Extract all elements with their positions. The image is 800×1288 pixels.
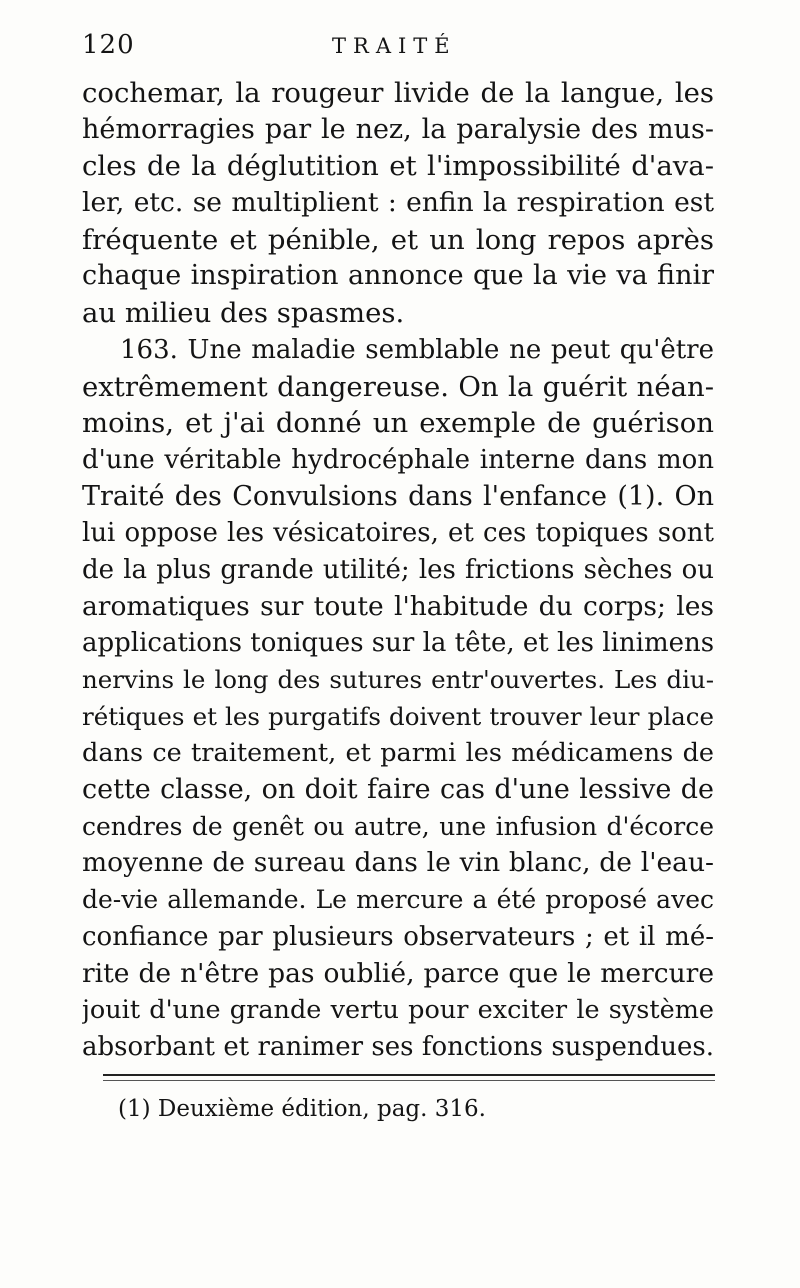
text-line: cette classe, on doit faire cas d'une lessive de bbox=[82, 774, 714, 806]
running-head: TRAITÉ bbox=[332, 34, 457, 58]
paragraph-last-line: au milieu des spasmes. bbox=[82, 297, 405, 330]
text-line: hémorragies par le nez, la paralysie des mus- bbox=[82, 113, 714, 145]
body-text bbox=[82, 75, 714, 1066]
text-line: jouit d'une grande vertu pour exciter le système bbox=[82, 995, 714, 1026]
text-line: d'une véritable hydrocéphale interne dans mon bbox=[82, 444, 714, 475]
text-line: moins, et j'ai donné un exemple de guérison bbox=[82, 407, 714, 440]
text-line: cochemar, la rougeur livide de la langue, les bbox=[82, 77, 714, 109]
footnote-rule bbox=[103, 1074, 715, 1076]
text-line: fréquente et pénible, et un long repos après bbox=[82, 223, 714, 256]
footnote: (1) Deuxième édition, pag. 316. bbox=[118, 1096, 486, 1122]
text-line: absorbant et ranimer ses fonctions suspendues. bbox=[82, 1031, 714, 1062]
text-line: dans ce traitement, et parmi les médicamens de bbox=[82, 738, 714, 769]
text-line: nervins le long des sutures entr'ouvertes. Les diu- bbox=[82, 665, 714, 694]
text-line: moyenne de sureau dans le vin blanc, de l'eau- bbox=[82, 847, 714, 879]
paragraph-first-line: 163. Une maladie semblable ne peut qu'être bbox=[120, 334, 714, 365]
page-header bbox=[82, 30, 702, 66]
text-line: applications toniques sur la tête, et les linimens bbox=[82, 628, 714, 659]
text-line: confiance par plusieurs observateurs ; et il mé- bbox=[82, 921, 714, 952]
text-line: aromatiques sur toute l'habitude du corps; les bbox=[82, 590, 714, 622]
page-number: 120 bbox=[82, 30, 135, 60]
text-line: lui oppose les vésicatoires, et ces topiques sont bbox=[82, 518, 714, 549]
text-line: cles de la déglutition et l'impossibilité d'ava- bbox=[82, 150, 714, 183]
text-line: rite de n'être pas oublié, parce que le mercure bbox=[82, 957, 714, 989]
text-line: rétiques et les purgatifs doivent trouver leur place bbox=[82, 701, 714, 731]
text-line: extrêmement dangereuse. On la guérit néan- bbox=[82, 370, 714, 403]
text-line: de-vie allemande. Le mercure a été proposé avec bbox=[82, 885, 714, 915]
text-line: chaque inspiration annonce que la vie va finir bbox=[82, 260, 714, 292]
text-line: cendres de genêt ou autre, une infusion d'écorce bbox=[82, 811, 714, 841]
text-line: de la plus grande utilité; les frictions sèches ou bbox=[82, 554, 714, 585]
text-line: ler, etc. se multiplient : enfin la respiration est bbox=[82, 187, 714, 219]
text-line: Traité des Convulsions dans l'enfance (1). On bbox=[82, 480, 714, 512]
